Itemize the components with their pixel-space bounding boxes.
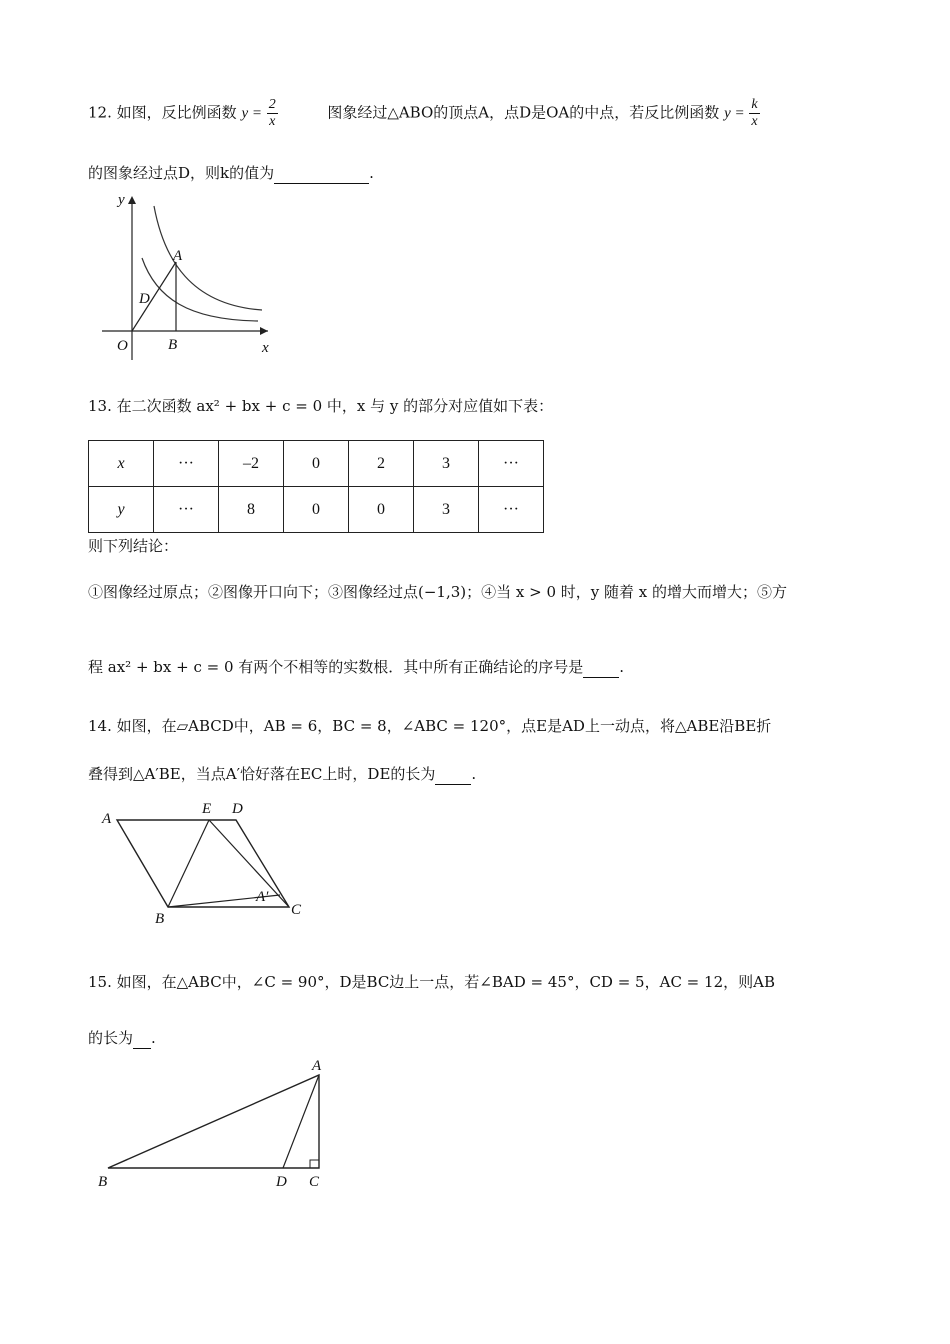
q12-func1-lhs: y = [241, 105, 262, 122]
q12-figure [96, 190, 286, 360]
q12-func1-fraction: $\frac{2}{x}$ [268, 97, 276, 129]
q12-text-c: 的图象经过点D，则k的值为 [88, 164, 275, 182]
label-C: C [291, 902, 302, 918]
label-y: y [118, 192, 125, 208]
q12-line2: 的图象经过点D，则k的值为 . [88, 164, 374, 182]
q13-value-table [88, 440, 544, 533]
q12-answer-blank[interactable] [274, 163, 369, 184]
label-A: A [102, 811, 112, 827]
q15-line1: 15. 如图，在△ABC中，∠C = 90°，D是BC边上一点，若∠BAD = 45°，CD = 5，AC = 12，则AB [88, 973, 775, 991]
triangle-ABC [108, 1075, 319, 1168]
label-B: B [168, 337, 178, 353]
q13-line2: ①图像经过原点；②图像开口向下；③图像经过点(−1,3)；④当 x > 0 时，y 随着 x 的增大而增大；⑤方 [88, 583, 788, 601]
label-A-prime: A′ [256, 889, 269, 905]
label-D: D [232, 801, 243, 817]
segment-EC [209, 820, 289, 907]
x-axis-arrow-icon [260, 327, 268, 335]
table-row: y ··· 8 0 0 3 ··· [89, 487, 544, 533]
curve-y2x [154, 206, 262, 310]
table-row: x ··· –2 0 2 3 ··· [89, 441, 544, 487]
q14-figure [100, 798, 310, 928]
q14-answer-blank[interactable] [435, 764, 471, 785]
q12-text-b: 图象经过△ABO的顶点A，点D是OA的中点，若反比例函数 [327, 103, 720, 122]
label-x: x [262, 340, 269, 356]
label-A: A [312, 1058, 322, 1074]
q15-line2: 的长为 . [88, 1029, 156, 1047]
q14-line1: 14. 如图，在▱ABCD中，AB = 6，BC = 8，∠ABC = 120°，点E是AD上一动点，将△ABE沿BE折 [88, 717, 772, 735]
q15-figure [96, 1052, 336, 1192]
label-C: C [309, 1174, 320, 1190]
q12-text-a: 如图，反比例函数 [116, 103, 237, 122]
segment-EB [168, 820, 209, 907]
q15-answer-blank[interactable] [133, 1028, 151, 1049]
label-D: D [139, 291, 150, 307]
y-axis-arrow-icon [128, 196, 136, 204]
q12-line1 [88, 97, 760, 130]
q12-func2-lhs: y = [724, 105, 745, 122]
label-E: E [202, 801, 212, 817]
label-A: A [173, 248, 183, 264]
right-angle-mark-icon [310, 1160, 319, 1168]
q13-answer-blank[interactable] [583, 657, 619, 678]
label-B: B [155, 911, 165, 927]
q14-line2: 叠得到△A′BE，当点A′恰好落在EC上时，DE的长为 . [88, 765, 477, 783]
label-B: B [98, 1174, 108, 1190]
q12-func2-fraction: $\frac{k}{x}$ [751, 97, 758, 129]
q12-number: 12. [88, 103, 112, 122]
q13-line1: 13. 在二次函数 ax² + bx + c = 0 中，x 与 y 的部分对应值如下表： [88, 397, 554, 415]
label-D: D [276, 1174, 287, 1190]
label-O: O [117, 338, 128, 354]
q13-line3: 程 ax² + bx + c = 0 有两个不相等的实数根．其中所有正确结论的序号是 . [88, 658, 625, 676]
q13-conclude: 则下列结论： [88, 537, 179, 555]
